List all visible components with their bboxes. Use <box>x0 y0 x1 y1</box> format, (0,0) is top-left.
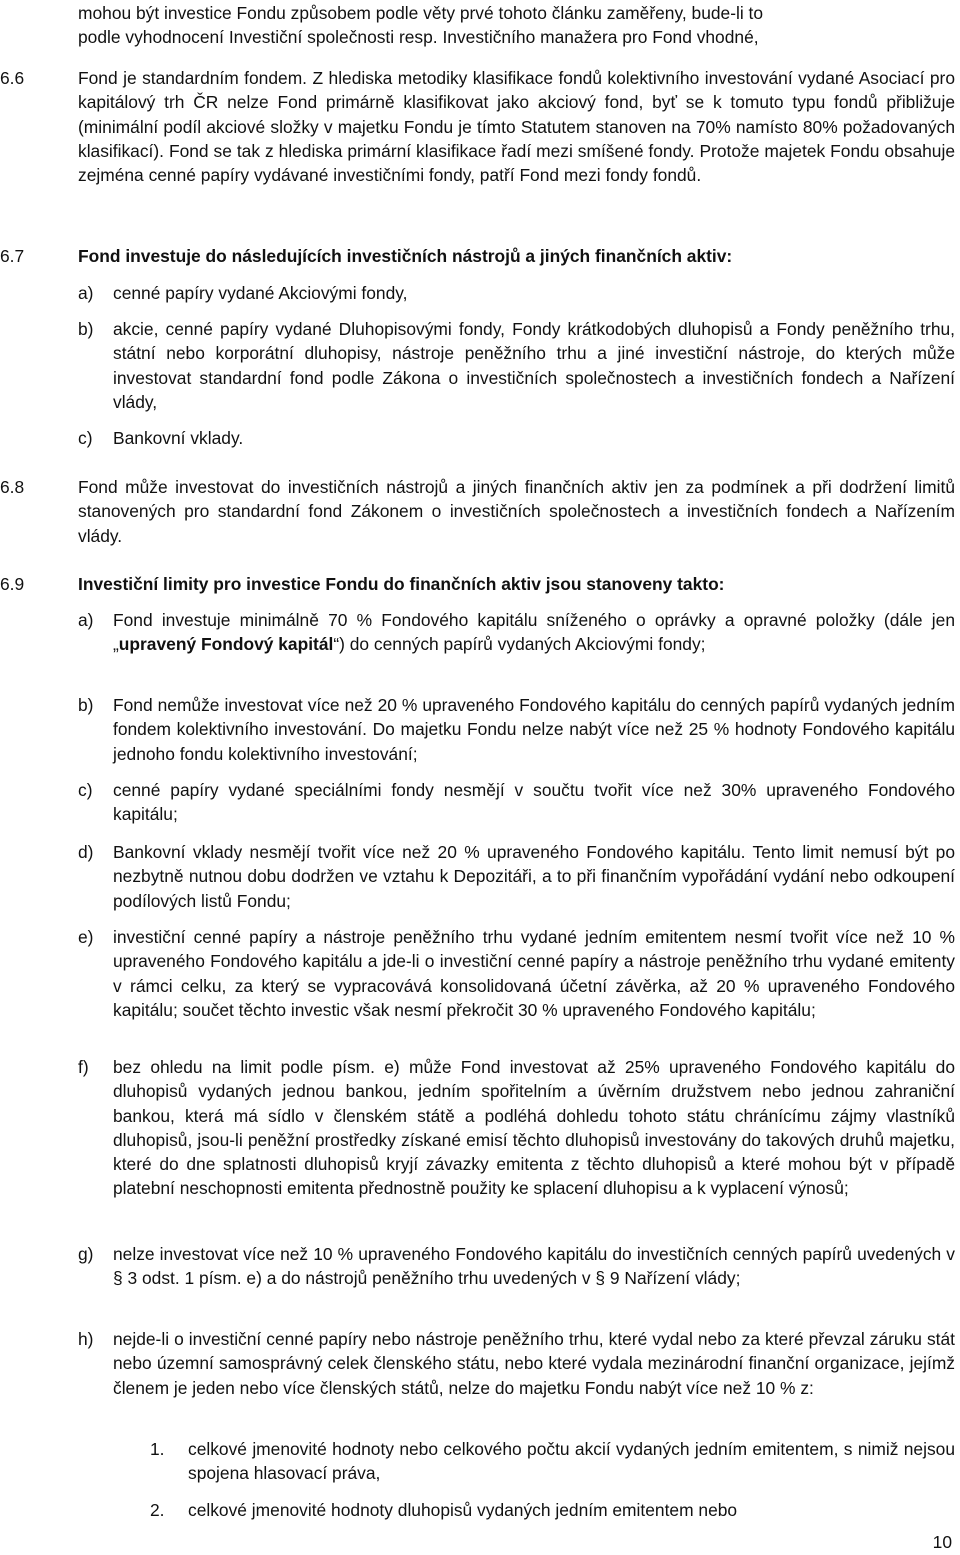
section-6-9 <box>0 572 955 596</box>
item-label: a) <box>78 283 94 303</box>
item-label: a) <box>78 610 94 630</box>
item-text: Fond nemůže investovat více než 20 % upraveného Fondového kapitálu do cenných papírů vydaných jedním fondem kolektivního investování. Do majetku Fondu nelze nabýt více než 25 % hodnoty Fondového kapitálu jednoho fondu kolektivního investování; <box>113 695 955 764</box>
list-item-6-9-g <box>78 1242 955 1291</box>
item-label: b) <box>78 319 94 339</box>
section-text: Fond je standardním fondem. Z hlediska metodiky klasifikace fondů kolektivního investování vydané Asociací pro kapitálový trh ČR nelze Fond primárně klasifikovat jako akciový fond, byť se k tomuto typu fondů přibližuje (minimální podíl akciové složky v majetku Fondu je tímto Statutem stanoven na 70% namísto 80% požadovaných klasifikací). Fond se tak z hlediska primární klasifikace řadí mezi smíšené fondy. Protože majetek Fondu obsahuje zejména cenné papíry vydávané investičními fondy, patří Fond mezi fondy fondů. <box>78 68 955 186</box>
intro-line-2: podle vyhodnocení Investiční společnosti resp. Investičního manažera pro Fond vhodné, <box>78 27 759 47</box>
item-text: nejde-li o investiční cenné papíry nebo nástroje peněžního trhu, které vydal nebo za které převzal záruku stát nebo územní samosprávný celek členského státu, nebo které vydala mezinárodní finanční organizace, jejímž členem je jeden nebo více členských států, nelze do majetku Fondu nabýt více než 10 % z: <box>113 1329 955 1398</box>
intro-line-1: mohou být investice Fondu způsobem podle věty prvé tohoto článku zaměřeny, bude-li to <box>78 3 764 23</box>
section-6-8 <box>0 475 955 548</box>
section-number: 6.9 <box>0 574 25 594</box>
list-item-6-9-c <box>78 778 955 827</box>
item-label: h) <box>78 1329 94 1349</box>
page-number: 10 <box>932 1532 952 1552</box>
list-item-6-9-e <box>78 925 955 1022</box>
list-item-6-7-b <box>78 317 955 414</box>
item-label: e) <box>78 927 94 947</box>
list-item-6-9-h <box>78 1327 955 1400</box>
item-text: Bankovní vklady nesmějí tvořit více než 20 % upraveného Fondového kapitálu. Tento limit nemusí být po nezbytně nutnou dobu dodržen ve vztahu k Depozitáři, a to při finančním vypořádání vydání nebo odkoupení podílových listů Fondu; <box>113 842 955 911</box>
section-number: 6.6 <box>0 68 25 88</box>
section-6-6 <box>0 66 955 187</box>
sub-item-2 <box>150 1498 955 1522</box>
defined-term: upravený Fondový kapitál <box>118 634 334 655</box>
sub-item-1 <box>150 1437 955 1486</box>
sub-item-text: celkové jmenovité hodnoty dluhopisů vydaných jedním emitentem nebo <box>188 1500 738 1520</box>
list-item-6-9-d <box>78 840 955 913</box>
item-text: Bankovní vklady. <box>113 428 244 448</box>
list-item-6-7-c <box>78 426 955 450</box>
list-item-6-9-a <box>78 608 955 657</box>
list-item-6-9-f <box>78 1055 955 1201</box>
section-number: 6.8 <box>0 477 25 497</box>
item-text <box>113 608 955 657</box>
item-text: cenné papíry vydané Akciovými fondy, <box>113 283 408 303</box>
sub-item-label: 2. <box>150 1500 165 1520</box>
section-text: Fond může investovat do investičních nástrojů a jiných finančních aktiv jen za podmínek a při dodržení limitů stanovených pro standardní fond Zákonem o investičních společnostech a investičních fondech a Nařízením vlády. <box>78 477 955 546</box>
item-label: c) <box>78 780 93 800</box>
list-item-6-9-b <box>78 693 955 766</box>
item-label: g) <box>78 1244 94 1264</box>
item-text: cenné papíry vydané speciálními fondy nesmějí v součtu tvořit více než 30% upraveného Fondového kapitálu; <box>113 780 955 825</box>
item-text: akcie, cenné papíry vydané Dluhopisovými fondy, Fondy krátkodobých dluhopisů a Fondy peněžního trhu, státní nebo korporátní dluhopisy, nástroje peněžního trhu a jiné investiční nástroje, do kterých může investovat standardní fond podle Zákona o investičních společnostech a investičních fondech a Nařízení vlády, <box>113 319 955 412</box>
item-text-before: Fond investuje minimálně 70 % Fondového kapitálu sníženého o oprávky a opravné položky (dále jen „ <box>113 610 955 655</box>
section-heading: Fond investuje do následujících investičních nástrojů a jiných finančních aktiv: <box>78 246 733 266</box>
section-heading: Investiční limity pro investice Fondu do finančních aktiv jsou stanoveny takto: <box>78 574 725 594</box>
sub-item-label: 1. <box>150 1439 165 1459</box>
item-text: bez ohledu na limit podle písm. e) může Fond investovat až 25% upraveného Fondového kapitálu do dluhopisů vydaných jednou bankou, jedním spořitelním a úvěrním družstvem nebo jednou zahraniční bankou, která má sídlo v členském státě a podléhá dohledu tohoto státu chránícímu zájmy vlastníků dluhopisů, jsou-li peněžní prostředky získané emisí těchto dluhopisů investovány do takových druhů majetku, které do dne splatnosti dluhopisů kryjí závazky emitenta z těchto dluhopisů a které mohou být v případě platební neschopnosti emitenta přednostně použity ke splacení dluhopisu a k vyplacení výnosů; <box>113 1057 955 1199</box>
sub-item-text: celkové jmenovité hodnoty nebo celkového počtu akcií vydaných jedním emitentem, s nimiž nejsou spojena hlasovací práva, <box>188 1439 955 1484</box>
item-text-after: “) do cenných papírů vydaných Akciovými fondy; <box>333 634 706 655</box>
item-text: investiční cenné papíry a nástroje peněžního trhu vydané jedním emitentem nesmí tvořit více než 10 % upraveného Fondového kapitálu a jde-li o investiční cenné papíry a nástroje peněžního trhu vydané emitenty v rámci celku, za který se vypracovává konsolidovaná účetní závěrka, až 20 % upraveného Fondového kapitálu; součet těchto investic však nesmí překročit 30 % upraveného Fondového kapitálu; <box>113 927 955 1020</box>
item-text: nelze investovat více než 10 % upraveného Fondového kapitálu do investičních cenných papírů uvedených v § 3 odst. 1 písm. e) a do nástrojů peněžního trhu uvedených v § 9 Nařízení vlády; <box>113 1244 955 1289</box>
section-6-7 <box>0 244 955 268</box>
item-label: c) <box>78 428 93 448</box>
section-number: 6.7 <box>0 246 25 266</box>
item-label: b) <box>78 695 94 715</box>
list-item-6-7-a <box>78 281 955 305</box>
item-label: f) <box>78 1057 89 1077</box>
item-label: d) <box>78 842 94 862</box>
